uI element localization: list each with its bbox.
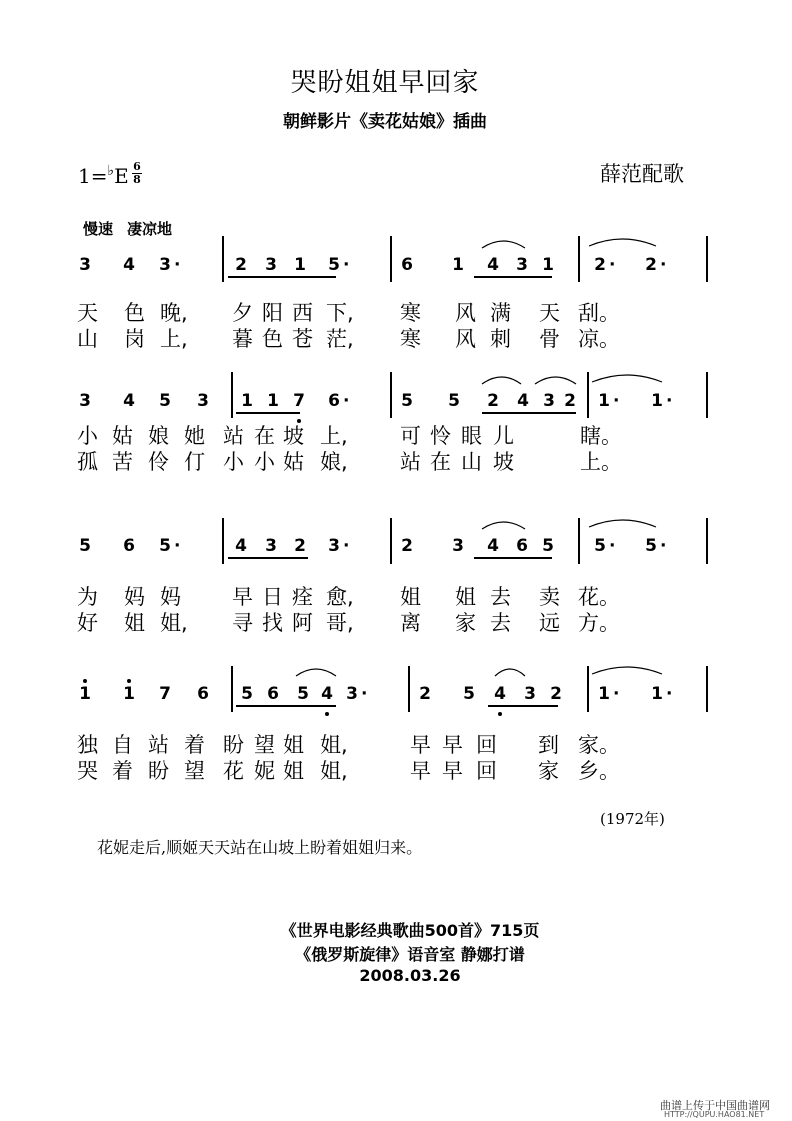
lyric-char: 日	[262, 585, 283, 609]
lyric-char: 儿	[493, 424, 514, 448]
lyric-char: 离	[400, 611, 421, 635]
note: 3	[79, 391, 91, 411]
lyric-char: 妮	[254, 759, 275, 783]
source-line-1: 《世界电影经典歌曲500首》715页	[280, 921, 540, 940]
lyric-char: 着	[184, 733, 205, 757]
note: 5	[645, 536, 657, 556]
lyric-char: 小	[254, 450, 275, 474]
lyric-char: 早	[410, 733, 431, 757]
tempo-speed: 慢速	[83, 220, 114, 238]
note: 1	[651, 391, 663, 411]
augmentation-dot: ·	[343, 391, 350, 411]
note: 1	[542, 255, 554, 275]
lyric-char: 找	[262, 611, 283, 635]
note: 1	[598, 391, 610, 411]
slur	[592, 375, 662, 382]
note: 1	[122, 684, 136, 704]
lyric-char: 阿	[292, 611, 313, 635]
lyric-char: 刮。	[578, 301, 620, 325]
lyric-char: 晚,	[160, 301, 188, 325]
note: 3	[346, 684, 358, 704]
note: 5	[463, 684, 475, 704]
slur	[482, 377, 521, 384]
note: 4	[517, 391, 529, 411]
note: 3	[265, 255, 277, 275]
lyric-char: 早	[442, 759, 463, 783]
note: 4	[235, 536, 247, 556]
note: 5	[241, 684, 253, 704]
augmentation-dot: ·	[343, 255, 350, 275]
lyric-char: 上,	[160, 327, 188, 351]
note: 1	[598, 684, 610, 704]
augmentation-dot: ·	[609, 536, 616, 556]
note: 2	[401, 536, 413, 556]
lyric-char: 西	[292, 301, 313, 325]
lyric-char: 家	[538, 759, 559, 783]
slur	[482, 522, 525, 529]
note: 2	[594, 255, 606, 275]
lyric-char: 早	[232, 585, 253, 609]
note: 1	[452, 255, 464, 275]
lyric-char: 可	[400, 424, 421, 448]
lyric-char: 姐,	[320, 759, 348, 783]
lyric-char: 早	[410, 759, 431, 783]
note: 1	[294, 255, 306, 275]
note: 4	[487, 536, 499, 556]
lyric-char: 坡	[493, 450, 514, 474]
lyric-char: 乡。	[578, 759, 620, 783]
note: 7	[292, 391, 306, 411]
note: 2	[564, 391, 576, 411]
lyric-char: 望	[254, 733, 275, 757]
lyric-char: 寒	[400, 301, 421, 325]
lyric-char: 姐,	[320, 733, 348, 757]
note: 3	[197, 391, 209, 411]
slur	[589, 239, 656, 246]
note: 4	[123, 255, 135, 275]
note: 6	[123, 536, 135, 556]
song-subtitle: 朝鲜影片《卖花姑娘》插曲	[283, 112, 487, 132]
lyric-char: 色	[262, 327, 283, 351]
lyric-char: 小	[223, 450, 244, 474]
augmentation-dot: ·	[174, 536, 181, 556]
source-line-2: 《俄罗斯旋律》语音室 静娜打谱	[295, 945, 525, 964]
slur	[589, 520, 656, 527]
note: 3	[159, 255, 171, 275]
lyric-char: 姐	[400, 585, 421, 609]
lyric-char: 妈	[160, 585, 181, 609]
lyric-char: 寒	[400, 327, 421, 351]
lyric-char: 卖	[539, 585, 560, 609]
lyric-char: 仃	[184, 450, 205, 474]
lyric-char: 花	[223, 759, 244, 783]
note: 3	[543, 391, 555, 411]
note: 1	[267, 391, 279, 411]
watermark: 曲谱上传于中国曲谱网	[660, 1099, 770, 1112]
lyric-char: 在	[430, 450, 451, 474]
note: 3	[328, 536, 340, 556]
lyric-char: 风	[455, 301, 476, 325]
lyric-char: 怜	[430, 424, 451, 448]
lyric-char: 家。	[578, 733, 620, 757]
augmentation-dot: ·	[660, 536, 667, 556]
lyric-char: 骨	[539, 327, 560, 351]
note: 2	[645, 255, 657, 275]
lyric-char: 着	[112, 759, 133, 783]
lyric-char: 为	[77, 585, 98, 609]
song-title: 哭盼姐姐早回家	[290, 68, 480, 98]
time-denominator: 8	[133, 173, 141, 186]
lyric-char: 早	[442, 733, 463, 757]
lyric-char: 寻	[232, 611, 253, 635]
lyric-char: 刺	[490, 327, 511, 351]
lyric-char: 花。	[578, 585, 620, 609]
note: 1	[241, 391, 253, 411]
augmentation-dot: ·	[660, 255, 667, 275]
lyric-char: 愈,	[326, 585, 354, 609]
note: 7	[159, 684, 171, 704]
lyric-char: 站	[400, 450, 421, 474]
lyric-char: 风	[455, 327, 476, 351]
lyric-char: 姐	[283, 759, 304, 783]
lyric-char: 满	[490, 301, 511, 325]
lyric-char: 姐	[283, 733, 304, 757]
arranger-credit: 薛范配歌	[600, 162, 684, 186]
source-line-3: 2008.03.26	[359, 966, 461, 985]
lyric-char: 阳	[262, 301, 283, 325]
tempo-mood: 凄凉地	[127, 220, 173, 238]
lyric-char: 天	[77, 301, 98, 325]
slur	[482, 241, 525, 248]
note: 5	[159, 536, 171, 556]
footnote: 花妮走后,顺姬天天站在山坡上盼着姐姐归来。	[97, 838, 423, 857]
lyric-char: 坡	[283, 424, 304, 448]
lyric-char: 独	[77, 733, 98, 757]
lyric-char: 凉。	[578, 327, 620, 351]
lyric-char: 回	[476, 733, 497, 757]
note: 6	[516, 536, 528, 556]
lyric-char: 盼	[223, 733, 244, 757]
augmentation-dot: ·	[666, 684, 673, 704]
note: 6	[267, 684, 279, 704]
lyric-char: 山	[77, 327, 98, 351]
note: 1	[78, 684, 92, 704]
lyric-char: 盼	[148, 759, 169, 783]
lyric-char: 回	[476, 759, 497, 783]
lyric-char: 她	[184, 424, 205, 448]
note: 2	[487, 391, 499, 411]
lyric-char: 姑	[283, 450, 304, 474]
augmentation-dot: ·	[361, 684, 368, 704]
lyric-char: 夕	[232, 301, 253, 325]
watermark-url: HTTP://QUPU.HAO81.NET	[664, 1110, 765, 1119]
lyric-char: 苍	[292, 327, 313, 351]
note: 5	[297, 684, 309, 704]
lyric-char: 瞎。	[580, 424, 622, 448]
lyric-char: 娘,	[320, 450, 348, 474]
lyric-char: 站	[148, 733, 169, 757]
lyric-char: 岗	[124, 327, 145, 351]
lyric-char: 茫,	[326, 327, 354, 351]
lyric-char: 哭	[77, 759, 98, 783]
note: 6	[328, 391, 340, 411]
note: 5	[448, 391, 460, 411]
note: 2	[235, 255, 247, 275]
lyric-char: 哥,	[326, 611, 354, 635]
lyric-char: 苦	[112, 450, 133, 474]
lyric-char: 小	[77, 424, 98, 448]
note: 6	[401, 255, 413, 275]
lyric-char: 上,	[320, 424, 348, 448]
lyric-char: 远	[539, 611, 560, 635]
note: 4	[493, 684, 507, 704]
lyric-char: 自	[112, 733, 133, 757]
note: 3	[516, 255, 528, 275]
year-note: (1972年)	[600, 810, 665, 828]
augmentation-dot: ·	[609, 255, 616, 275]
augmentation-dot: ·	[613, 684, 620, 704]
note: 2	[419, 684, 431, 704]
augmentation-dot: ·	[174, 255, 181, 275]
lyric-char: 姐,	[160, 611, 188, 635]
lyric-char: 伶	[148, 450, 169, 474]
lyric-char: 方。	[578, 611, 620, 635]
note: 4	[487, 255, 499, 275]
key-prefix: 1=	[78, 164, 108, 188]
note: 5	[328, 255, 340, 275]
note: 5	[79, 536, 91, 556]
augmentation-dot: ·	[666, 391, 673, 411]
lyric-char: 暮	[232, 327, 253, 351]
note: 3	[265, 536, 277, 556]
lyric-char: 妈	[124, 585, 145, 609]
note: 4	[123, 391, 135, 411]
note: 1	[651, 684, 663, 704]
note: 3	[452, 536, 464, 556]
lyric-char: 去	[490, 585, 511, 609]
lyric-char: 站	[223, 424, 244, 448]
slur	[495, 669, 525, 676]
lyric-char: 姑	[112, 424, 133, 448]
note: 2	[294, 536, 306, 556]
lyric-char: 下,	[326, 301, 354, 325]
lyric-char: 痊	[292, 585, 313, 609]
slur	[592, 667, 662, 674]
key-note: E	[114, 164, 129, 188]
note: 3	[79, 255, 91, 275]
time-numerator: 6	[133, 160, 141, 173]
note: 5	[159, 391, 171, 411]
note: 5	[542, 536, 554, 556]
lyric-char: 到	[538, 733, 559, 757]
lyric-char: 去	[490, 611, 511, 635]
note: 3	[524, 684, 536, 704]
lyric-char: 姐	[455, 585, 476, 609]
note: 6	[197, 684, 209, 704]
lyric-char: 眼	[461, 424, 482, 448]
slur	[535, 377, 576, 384]
lyric-char: 上。	[580, 450, 622, 474]
lyric-char: 色	[124, 301, 145, 325]
lyric-char: 孤	[77, 450, 98, 474]
note: 2	[550, 684, 562, 704]
note: 5	[401, 391, 413, 411]
lyric-char: 在	[254, 424, 275, 448]
slur	[296, 669, 336, 676]
flat-sign: ♭	[107, 163, 115, 179]
lyric-char: 娘	[148, 424, 169, 448]
lyric-char: 山	[461, 450, 482, 474]
lyric-char: 天	[539, 301, 560, 325]
lyric-char: 望	[184, 759, 205, 783]
lyric-char: 好	[77, 611, 98, 635]
augmentation-dot: ·	[613, 391, 620, 411]
lyric-char: 家	[455, 611, 476, 635]
note: 4	[320, 684, 334, 704]
note: 5	[594, 536, 606, 556]
augmentation-dot: ·	[343, 536, 350, 556]
lyric-char: 姐	[124, 611, 145, 635]
